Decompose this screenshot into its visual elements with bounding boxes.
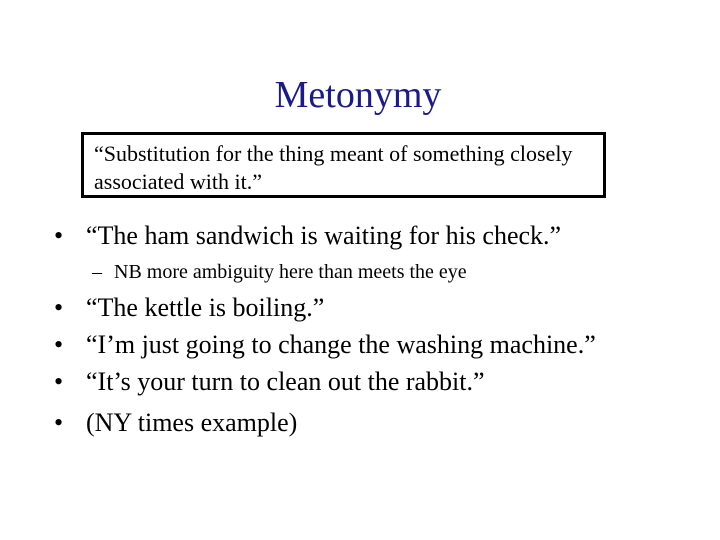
slide-title: Metonymy bbox=[274, 74, 442, 116]
bullet-text: “The ham sandwich is waiting for his check.” bbox=[86, 221, 562, 250]
bullet-text: “I’m just going to change the washing machine.” bbox=[86, 330, 596, 359]
sub-bullet-text: NB more ambiguity here than meets the eye bbox=[114, 261, 467, 283]
bullet-marker: • bbox=[54, 221, 64, 250]
bullet-item-kettle bbox=[54, 292, 324, 324]
bullet-text: “The kettle is boiling.” bbox=[86, 293, 325, 322]
bullet-text: (NY times example) bbox=[86, 408, 298, 437]
sub-bullet-marker: – bbox=[92, 261, 102, 283]
bullet-item-ny-times bbox=[54, 407, 297, 439]
bullet-marker: • bbox=[54, 367, 64, 396]
bullet-text: “It’s your turn to clean out the rabbit.” bbox=[86, 367, 485, 396]
definition-text: “Substitution for the thing meant of something closely associated with it.” bbox=[94, 141, 573, 194]
bullet-item-ham-sandwich bbox=[54, 220, 561, 252]
definition-box bbox=[81, 132, 606, 198]
bullet-marker: • bbox=[54, 293, 64, 322]
sub-bullet-item-ambiguity bbox=[92, 259, 467, 285]
bullet-marker: • bbox=[54, 330, 64, 359]
bullet-marker: • bbox=[54, 408, 64, 437]
bullet-item-rabbit bbox=[54, 366, 485, 398]
bullet-item-washing-machine bbox=[54, 329, 596, 361]
